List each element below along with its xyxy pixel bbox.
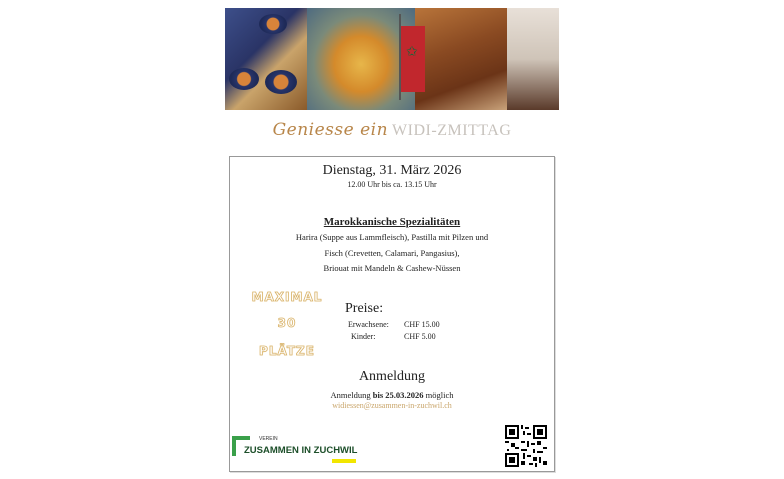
title-script: Geniesse ein: [272, 120, 389, 140]
menu-line: Harira (Suppe aus Lammfleisch), Pastilla mit Pilzen und: [295, 232, 489, 242]
morocco-flag-icon: [401, 26, 425, 92]
badge-line: MAXIMAL: [251, 290, 323, 304]
event-date: Dienstag, 31. März 2026: [322, 163, 462, 178]
badge-line: 30: [277, 316, 297, 330]
price-label: Kinder:: [351, 332, 376, 341]
lantern-photo: [507, 8, 559, 110]
soup-bowl-image: [259, 14, 287, 34]
registration-prefix: Anmeldung: [330, 390, 373, 400]
menu-line: Briouat mit Mandeln & Cashew-Nüssen: [323, 263, 461, 273]
tajine-bowls-photo: [225, 8, 307, 110]
star-icon: ✩: [406, 45, 418, 60]
price-row: [348, 320, 440, 329]
price-value: CHF 15.00: [404, 320, 440, 329]
price-row: [348, 332, 436, 341]
menu-heading: Marokkanische Spezialitäten: [323, 216, 461, 228]
logo-small-text: VEREIN: [259, 436, 278, 442]
title-caps: WIDI-ZMITTAG: [392, 122, 512, 139]
price-value: CHF 5.00: [404, 332, 436, 341]
logo-accent: [332, 459, 356, 463]
menu-line: Fisch (Crevetten, Calamari, Pangasius),: [324, 248, 460, 258]
verein-logo: [232, 436, 362, 466]
pastry-photo: [415, 8, 507, 110]
badge-line: PLÄTZE: [259, 344, 315, 358]
soup-bowl-image: [229, 68, 259, 90]
flyer-title: [225, 120, 559, 140]
registration-email-link[interactable]: widiessen@zusammen-in-zuchwil.ch: [332, 401, 452, 410]
food-photo-banner: [225, 8, 559, 110]
registration-line: [225, 390, 559, 400]
logo-main-text: ZUSAMMEN IN ZUCHWIL: [244, 445, 358, 456]
registration-suffix: möglich: [423, 390, 454, 400]
registration-deadline: bis 25.03.2026: [372, 390, 424, 400]
price-label: Erwachsene:: [348, 320, 389, 329]
soup-bowl-image: [265, 70, 297, 94]
qr-code-icon[interactable]: [505, 425, 547, 467]
event-flyer: [225, 8, 559, 471]
logo-bar: [232, 436, 250, 440]
event-time: 12.00 Uhr bis ca. 13.15 Uhr: [347, 180, 437, 189]
prices-heading: Preise:: [345, 301, 384, 316]
registration-heading: Anmeldung: [358, 369, 426, 384]
